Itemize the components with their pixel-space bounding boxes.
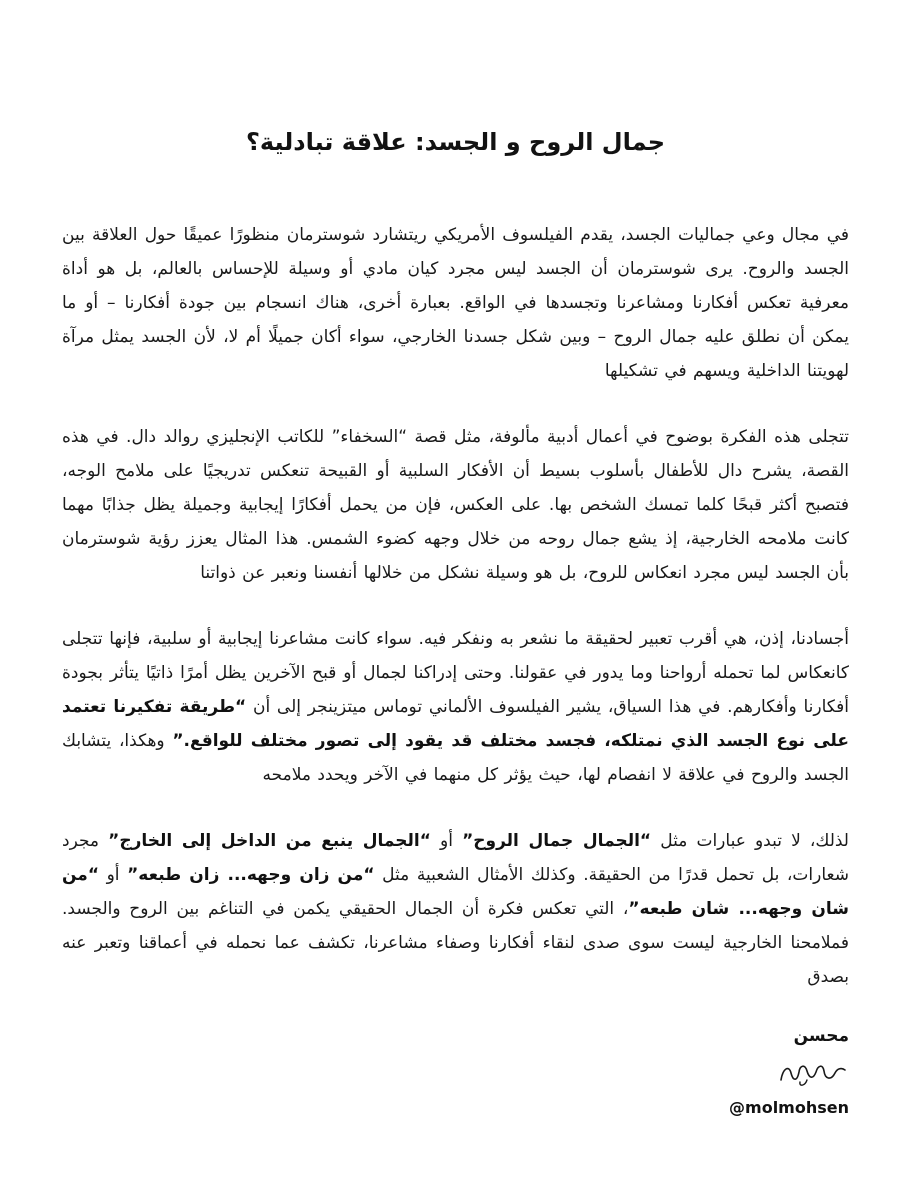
paragraph [62,824,849,994]
text-run: ، التي تعكس فكرة أن الجمال الحقيقي يكمن في التناغم بين الروح والجسد. فملامحنا الخارجية ليست سوى صدى لنقاء أفكارنا وصفاء مشاعرنا، تكشف عما نحمله في أعماقنا وتعبر عنه بصدق [62,899,849,987]
bold-text-run: “من زان وجهه... زان طبعه” [127,865,375,885]
paragraph [62,420,849,590]
text-run: أو [430,831,463,851]
paragraph [62,218,849,388]
bold-text-run: “طريقة تفكيرنا تعتمد على نوع الجسد الذي نمتلكه، فجسد مختلف قد يقود إلى تصور مختلف للواقع.” [62,697,849,751]
bold-text-run: “من شان وجهه... شان طبعه” [62,865,849,919]
text-run: أجسادنا، إذن، هي أقرب تعبير لحقيقة ما نشعر به ونفكر فيه. سواء كانت مشاعرنا إيجابية أو سلبية، فإنها تتجلى كانعكاس لما تحمله أرواحنا وما يدور في عقولنا. وحتى إدراكنا لجمال أو قبح الآخرين يظل أمرًا ذاتيًا يتأثر بجودة أفكارنا وأفكارهم. في هذا السياق، يشير الفيلسوف الألماني توماس ميتزينجر إلى أن [62,629,849,717]
paragraph [62,622,849,792]
author-handle: @molmohsen [729,1098,849,1117]
text-run: في مجال وعي جماليات الجسد، يقدم الفيلسوف الأمريكي ريتشارد شوسترمان منظورًا عميقًا حول العلاقة بين الجسد والروح. يرى شوسترمان أن الجسد ليس مجرد كيان مادي أو وسيلة للإحساس بالعالم، بل هو أداة معرفية تعكس أفكارنا ومشاعرنا وتجسدها في الواقع. بعبارة أخرى، هناك انسجام بين جودة أفكارنا – أو ما يمكن أن نطلق عليه جمال الروح – وبين شكل جسدنا الخارجي، سواء أكان جميلًا أم لا، لأن الجسد يمثل مرآة لهويتنا الداخلية ويسهم في تشكيلها [62,225,849,381]
article-body [62,218,849,994]
text-run: وهكذا، يتشابك الجسد والروح في علاقة لا انفصام لها، حيث يؤثر كل منهما في الآخر ويحدد ملامحه [62,731,849,785]
text-run: تتجلى هذه الفكرة بوضوح في أعمال أدبية مألوفة، مثل قصة “السخفاء” للكاتب الإنجليزي روالد دال. في هذه القصة، يشرح دال للأطفال بأسلوب بسيط أن الأفكار السلبية أو القبيحة تنعكس تدريجيًا على ملامح الوجه، فتصبح أكثر قبحًا كلما تمسك الشخص بها. على العكس، فإن من يحمل أفكارًا إيجابية وجميلة يظل جذابًا مهما كانت ملامحه الخارجية، إذ يشع جمال روحه من خلال وجهه كضوء الشمس. هذا المثال يعزز رؤية شوسترمان بأن الجسد ليس مجرد انعكاس للروح، بل هو وسيلة نشكل من خلالها أنفسنا ونعبر عن ذواتنا [62,427,849,583]
text-run: مجرد شعارات، بل تحمل قدرًا من الحقيقة. وكذلك الأمثال الشعبية مثل [62,831,849,885]
text-run: لذلك، لا تبدو عبارات مثل [651,831,849,851]
bold-text-run: “الجمال جمال الروح” [462,831,652,851]
author-block [62,1026,849,1117]
text-run: أو [99,865,128,885]
page-title: جمال الروح و الجسد: علاقة تبادلية؟ [245,128,666,156]
handwritten-signature [62,1056,849,1090]
bold-text-run: “الجمال ينبع من الداخل إلى الخارج” [108,831,431,851]
author-name: محسن [793,1026,849,1046]
